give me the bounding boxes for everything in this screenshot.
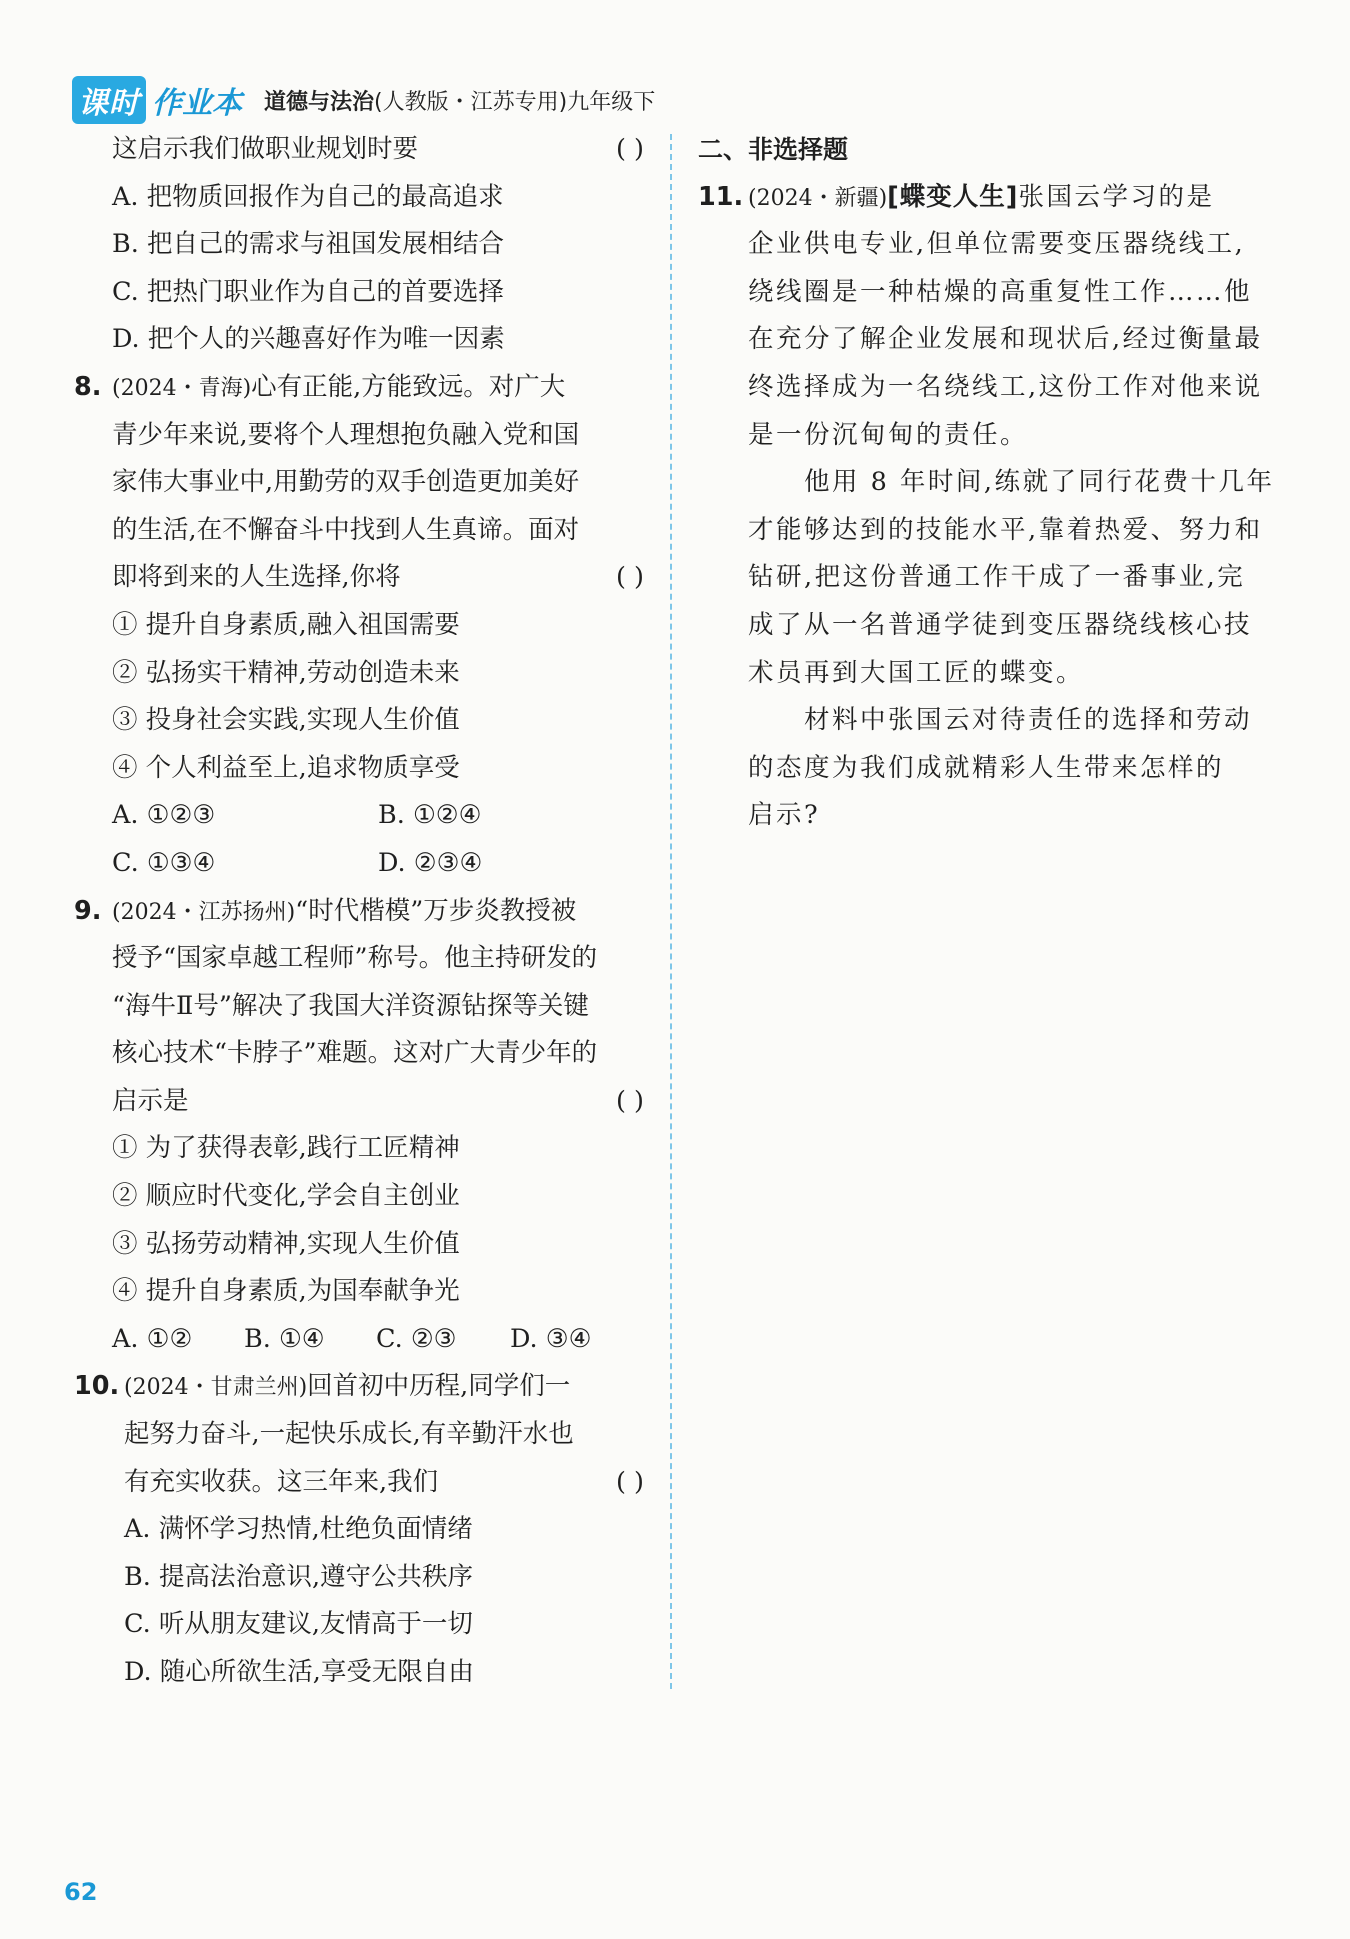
option-a: A. ①② <box>112 1323 193 1354</box>
question-source: (2024・甘肃兰州) <box>124 1375 308 1401</box>
material-line: 成了从一名普通学徒到变压器绕线核心技 <box>748 609 1253 640</box>
stem-text: 张国云学习的是 <box>1018 181 1215 212</box>
page-header <box>72 78 655 122</box>
material-line: 他用 8 年时间,练就了同行花费十几年 <box>804 467 1275 498</box>
option-b: B. ①④ <box>244 1323 325 1354</box>
question-stem-line <box>74 126 648 174</box>
question-8 <box>74 364 648 888</box>
question-9 <box>74 888 648 1364</box>
stem-text: “时代楷模”万步炎教授被 <box>295 895 577 926</box>
option-c: C. ①③④ <box>112 847 216 878</box>
page-number: 62 <box>64 1878 98 1906</box>
option-b: B. ①②④ <box>378 800 482 831</box>
header-subject: 道德与法治 <box>264 89 375 115</box>
question-stem-line <box>74 554 648 602</box>
brand-logo <box>72 76 242 124</box>
right-column <box>698 126 1276 840</box>
stem-text: 回首初中历程,同学们一 <box>307 1371 571 1402</box>
stem-text: 启示是 <box>112 1085 189 1116</box>
option-b: B. 把自己的需求与祖国发展相结合 <box>112 229 504 260</box>
statement-item: ② 弘扬实干精神,劳动创造未来 <box>112 657 460 688</box>
question-number: 9. <box>74 895 102 926</box>
option-a: A. 把物质回报作为自己的最高追求 <box>112 181 504 212</box>
section-title: 二、非选择题 <box>698 135 849 164</box>
option-a: A. 满怀学习热情,杜绝负面情绪 <box>124 1514 473 1545</box>
material-line: 钻研,把这份普通工作干成了一番事业,完 <box>748 562 1246 593</box>
question-stem-line <box>698 174 1276 222</box>
question-stem-line: “海牛Ⅱ号”解决了我国大洋资源钻探等关键 <box>112 990 589 1021</box>
question-number: 11. <box>698 181 744 212</box>
question-stem-line: 家伟大事业中,用勤劳的双手创造更加美好 <box>112 467 580 498</box>
option-d: D. 把个人的兴趣喜好作为唯一因素 <box>112 324 505 355</box>
material-line: 在充分了解企业发展和现状后,经过衡量最 <box>748 324 1263 355</box>
option-b: B. 提高法治意识,遵守公共秩序 <box>124 1561 474 1592</box>
question-stem-line: 青少年来说,要将个人理想抱负融入党和国 <box>112 419 580 450</box>
statement-item: ② 顺应时代变化,学会自主创业 <box>112 1181 460 1212</box>
question-source: (2024・新疆) <box>748 185 888 211</box>
stem-text: 即将到来的人生选择,你将 <box>112 562 401 593</box>
question-stem-line <box>74 888 648 936</box>
question-line: 启示? <box>748 800 821 831</box>
answer-paren: ( ) <box>615 134 644 164</box>
column-divider <box>670 134 672 1689</box>
option-d: D. ③④ <box>510 1323 592 1354</box>
stem-text: 这启示我们做职业规划时要 <box>112 134 419 164</box>
answer-paren: ( ) <box>615 1466 644 1497</box>
logo-text: 作业本 <box>152 86 242 121</box>
material-line: 终选择成为一名绕线工,这份工作对他来说 <box>748 371 1263 402</box>
statement-item: ① 为了获得表彰,践行工匠精神 <box>112 1133 460 1164</box>
question-stem-line <box>74 1459 648 1507</box>
statement-item: ④ 提升自身素质,为国奉献争光 <box>112 1276 460 1307</box>
question-stem-line <box>74 364 648 412</box>
question-stem-line <box>74 1078 648 1126</box>
statement-item: ③ 投身社会实践,实现人生价值 <box>112 705 460 736</box>
question-stem-line: 起努力奋斗,一起快乐成长,有辛勤汗水也 <box>124 1419 574 1450</box>
options-row <box>74 1316 648 1364</box>
option-d: D. 随心所欲生活,享受无限自由 <box>124 1657 474 1687</box>
question-11 <box>698 174 1276 840</box>
option-d: D. ②③④ <box>378 847 483 878</box>
material-line: 是一份沉甸甸的责任。 <box>748 419 1029 450</box>
question-10 <box>74 1363 648 1696</box>
logo-box: 课时 <box>72 76 146 124</box>
option-c: C. ②③ <box>376 1323 457 1354</box>
material-line: 企业供电专业,但单位需要变压器绕线工, <box>748 229 1246 260</box>
statement-item: ① 提升自身素质,融入祖国需要 <box>112 609 460 640</box>
question-source: (2024・江苏扬州) <box>112 899 296 925</box>
header-grade: 九年级下 <box>567 89 656 115</box>
answer-paren: ( ) <box>615 1085 644 1116</box>
material-tag: [蝶变人生] <box>887 181 1019 212</box>
question-line: 的态度为我们成就精彩人生带来怎样的 <box>748 752 1225 783</box>
material-line: 绕线圈是一种枯燥的高重复性工作……他 <box>748 276 1253 307</box>
statement-item: ③ 弘扬劳动精神,实现人生价值 <box>112 1228 460 1259</box>
left-column <box>74 126 648 1697</box>
option-c: C. 把热门职业作为自己的首要选择 <box>112 276 504 307</box>
question-stem-line: 核心技术“卡脖子”难题。这对广大青少年的 <box>112 1038 598 1069</box>
question-line: 材料中张国云对待责任的选择和劳动 <box>804 705 1253 736</box>
question-stem-line: 的生活,在不懈奋斗中找到人生真谛。面对 <box>112 514 580 545</box>
question-7 <box>74 126 648 364</box>
question-number: 8. <box>74 371 102 402</box>
answer-paren: ( ) <box>615 562 644 593</box>
material-line: 术员再到大国工匠的蝶变。 <box>748 657 1085 688</box>
options-row <box>74 840 648 888</box>
statement-item: ④ 个人利益至上,追求物质享受 <box>112 752 460 783</box>
question-number: 10. <box>74 1371 120 1402</box>
option-c: C. 听从朋友建议,友情高于一切 <box>124 1609 473 1640</box>
options-row <box>74 792 648 840</box>
material-line: 才能够达到的技能水平,靠着热爱、努力和 <box>748 514 1263 545</box>
question-stem-line <box>74 1363 648 1411</box>
option-a: A. ①②③ <box>112 800 216 831</box>
question-stem-line: 授予“国家卓越工程师”称号。他主持研发的 <box>112 943 598 974</box>
stem-text: 有充实收获。这三年来,我们 <box>124 1466 439 1497</box>
stem-text: 心有正能,方能致远。对广大 <box>251 371 566 402</box>
question-source: (2024・青海) <box>112 375 252 401</box>
header-edition: (人教版・江苏专用) <box>374 89 568 115</box>
